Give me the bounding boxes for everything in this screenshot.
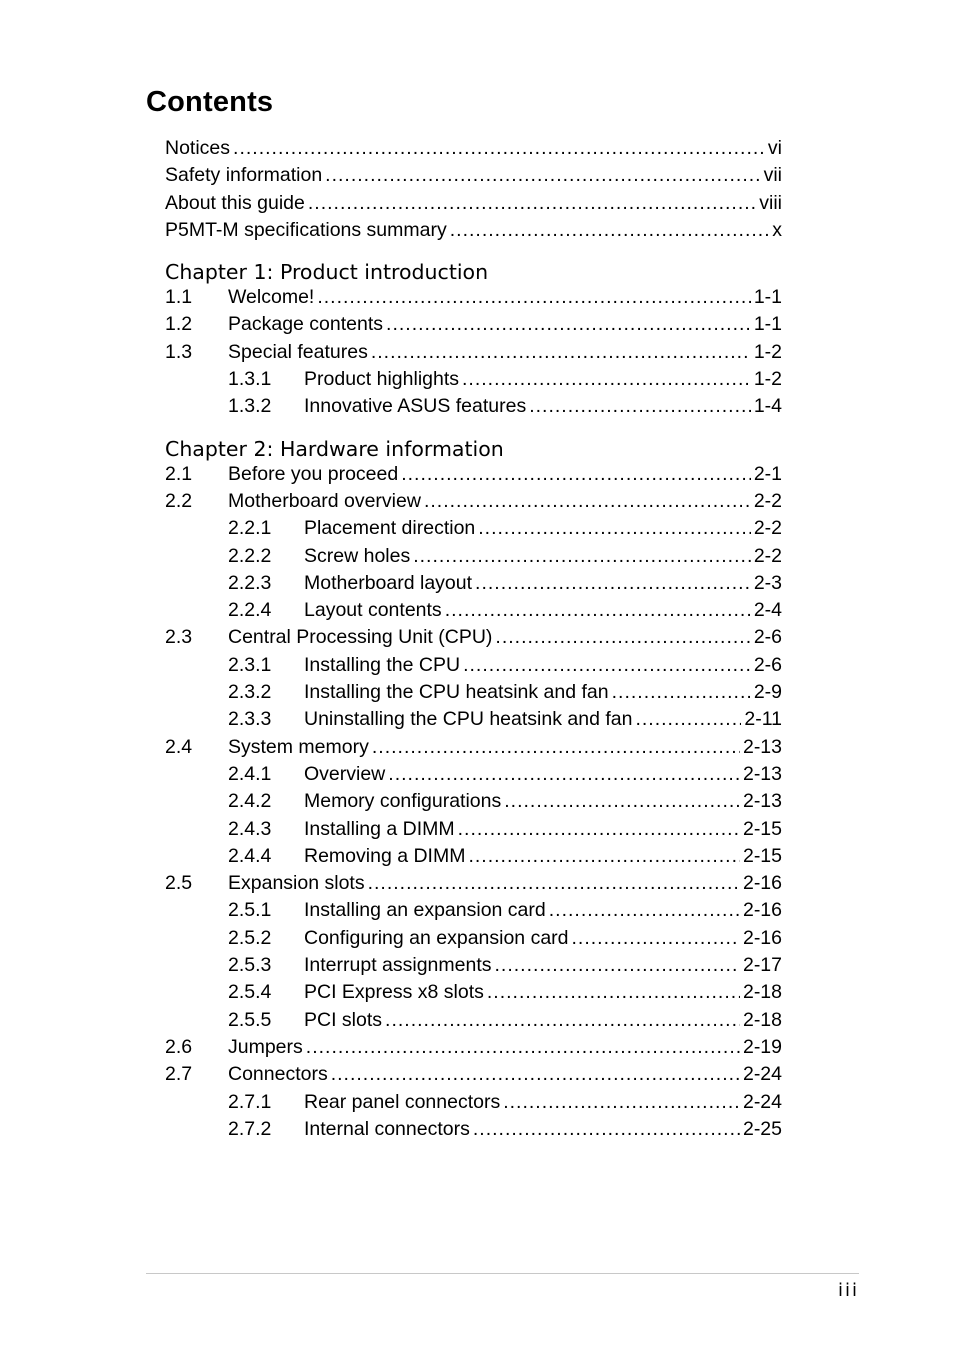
entry-page: 2-15 [742, 844, 782, 867]
entry-number: 1.2 [165, 313, 193, 336]
entry-number: 2.5.5 [228, 1008, 272, 1031]
dot-leader [504, 790, 740, 813]
entry-label: Notices [165, 137, 231, 159]
entry-page: 2-25 [742, 1117, 782, 1140]
entry-number: 2.4 [165, 735, 193, 758]
entry-label: Memory configurations [304, 790, 502, 813]
dot-leader [388, 763, 740, 786]
entry-page: 2-24 [742, 1063, 782, 1086]
toc-subsection[interactable] [165, 368, 782, 395]
entry-page: 2-15 [742, 817, 782, 840]
entry-number: 1.3.2 [228, 395, 272, 418]
entry-page: 2-24 [742, 1090, 782, 1113]
entry-label: Installing a DIMM [304, 817, 455, 840]
toc-subsection[interactable] [165, 818, 782, 845]
toc-section[interactable] [165, 313, 782, 340]
chapter-list [165, 254, 782, 1145]
entry-label: Innovative ASUS features [304, 395, 527, 418]
entry-label: Removing a DIMM [304, 844, 466, 867]
entry-number: 2.5.4 [228, 981, 272, 1004]
dot-leader [325, 164, 760, 187]
entry-label: Placement direction [304, 517, 476, 540]
chapter-heading[interactable]: Chapter 2: Hardware information [165, 436, 504, 461]
toc-subsection[interactable] [165, 763, 782, 790]
toc-section[interactable] [165, 341, 782, 368]
dot-leader [450, 219, 770, 242]
front-matter-list [165, 137, 782, 246]
dot-leader [475, 572, 751, 595]
entry-page: 2-2 [753, 517, 782, 540]
entry-label: Welcome! [228, 286, 315, 309]
entry-number: 2.2.1 [228, 517, 272, 540]
entry-page: 2-18 [742, 981, 782, 1004]
dot-leader [372, 736, 740, 759]
entry-number: 2.7.2 [228, 1117, 272, 1140]
dot-leader [331, 1063, 740, 1086]
entry-page: 2-16 [742, 899, 782, 922]
entry-number: 2.5.1 [228, 899, 272, 922]
dot-leader [308, 192, 756, 215]
entry-number: 2.5.2 [228, 926, 272, 949]
toc-subsection[interactable] [165, 1009, 782, 1036]
toc-subsection[interactable] [165, 927, 782, 954]
entry-label: Motherboard overview [228, 489, 421, 512]
entry-page: 2-16 [742, 872, 782, 895]
entry-page: 2-4 [753, 599, 782, 622]
dot-leader [424, 490, 751, 513]
entry-number: 2.7.1 [228, 1090, 272, 1113]
dot-leader [572, 927, 740, 950]
entry-page: 2-18 [742, 1008, 782, 1031]
entry-number: 2.4.1 [228, 762, 272, 785]
dot-leader [635, 708, 741, 731]
entry-number: 2.4.2 [228, 790, 272, 813]
entry-page: 2-11 [744, 708, 782, 731]
dot-leader [612, 681, 751, 704]
toc-entry[interactable] [165, 219, 782, 246]
entry-label: Internal connectors [304, 1117, 470, 1140]
entry-page: 2-19 [742, 1035, 782, 1058]
toc-subsection[interactable] [165, 572, 782, 599]
entry-label: Configuring an expansion card [304, 926, 569, 949]
entry-number: 1.3.1 [228, 368, 272, 391]
toc-subsection[interactable] [165, 790, 782, 817]
dot-leader [368, 872, 740, 895]
toc-subsection[interactable] [165, 545, 782, 572]
entry-number: 2.3.1 [228, 653, 272, 676]
entry-label: Installing an expansion card [304, 899, 546, 922]
entry-page: 2-2 [753, 489, 782, 512]
footer-divider [146, 1273, 859, 1274]
entry-page: 2-13 [742, 790, 782, 813]
toc-subsection[interactable] [165, 845, 782, 872]
toc-subsection[interactable] [165, 981, 782, 1008]
toc-subsection[interactable] [165, 395, 782, 422]
entry-page: 1-1 [753, 286, 782, 309]
entry-label: Layout contents [304, 599, 442, 622]
table-of-contents [165, 137, 782, 1145]
entry-page: 2-9 [753, 681, 782, 704]
entry-page: viii [759, 191, 782, 214]
entry-label: Screw holes [304, 544, 411, 567]
dot-leader [462, 368, 751, 391]
entry-page: vii [763, 164, 782, 187]
entry-page: 1-2 [753, 340, 782, 363]
dot-leader [371, 341, 751, 364]
entry-label: Uninstalling the CPU heatsink and fan [304, 708, 633, 731]
toc-subsection[interactable] [165, 899, 782, 926]
dot-leader [385, 1009, 740, 1032]
page-title: Contents [146, 86, 274, 118]
entry-label: About this guide [165, 191, 305, 214]
entry-number: 2.2.2 [228, 544, 272, 567]
entry-page: 2-6 [753, 653, 782, 676]
entry-number: 2.4.3 [228, 817, 272, 840]
toc-section[interactable] [165, 626, 782, 653]
entry-number: 2.2.4 [228, 599, 272, 622]
dot-leader [478, 517, 751, 540]
dot-leader [503, 1091, 740, 1114]
dot-leader [473, 1118, 740, 1141]
toc-subsection[interactable] [165, 708, 782, 735]
toc-subsection[interactable] [165, 1091, 782, 1118]
entry-page: 2-13 [742, 735, 782, 758]
entry-label: Central Processing Unit (CPU) [228, 626, 493, 649]
entry-label: PCI Express x8 slots [304, 981, 484, 1004]
dot-leader [463, 654, 751, 677]
toc-section[interactable] [165, 1063, 782, 1090]
dot-leader [386, 313, 751, 336]
entry-number: 2.6 [165, 1035, 193, 1058]
entry-label: Interrupt assignments [304, 954, 492, 977]
entry-label: Product highlights [304, 368, 460, 391]
dot-leader [468, 845, 740, 868]
entry-label: Expansion slots [228, 872, 365, 895]
entry-label: Package contents [228, 313, 384, 336]
entry-number: 2.5.3 [228, 954, 272, 977]
toc-subsection[interactable] [165, 954, 782, 981]
entry-label: Connectors [228, 1063, 328, 1086]
entry-number: 1.3 [165, 340, 193, 363]
entry-page: 1-2 [753, 368, 782, 391]
entry-number: 2.3.2 [228, 681, 272, 704]
dot-leader [401, 463, 751, 486]
entry-label: Installing the CPU [304, 653, 461, 676]
entry-number: 2.2.3 [228, 571, 272, 594]
dot-leader [317, 286, 750, 309]
entry-number: 1.1 [165, 286, 193, 309]
dot-leader [549, 899, 740, 922]
dot-leader [529, 395, 751, 418]
toc-section[interactable] [165, 490, 782, 517]
dot-leader [413, 545, 751, 568]
dot-leader [458, 818, 740, 841]
dot-leader [306, 1036, 740, 1059]
entry-number: 2.7 [165, 1063, 193, 1086]
dot-leader [445, 599, 751, 622]
chapter-heading[interactable]: Chapter 1: Product introduction [165, 260, 489, 285]
entry-label: PCI slots [304, 1008, 383, 1031]
entry-number: 2.2 [165, 489, 193, 512]
dot-leader [495, 626, 750, 649]
entry-label: Installing the CPU heatsink and fan [304, 681, 609, 704]
entry-label: Special features [228, 340, 368, 363]
toc-subsection[interactable] [165, 654, 782, 681]
toc-subsection[interactable] [165, 517, 782, 544]
entry-number: 2.4.4 [228, 844, 272, 867]
toc-section[interactable] [165, 286, 782, 313]
toc-entry[interactable] [165, 137, 782, 164]
entry-number: 2.1 [165, 462, 193, 485]
toc-entry[interactable] [165, 164, 782, 191]
entry-label: System memory [228, 735, 369, 758]
entry-page: 2-3 [753, 571, 782, 594]
entry-page: 2-17 [742, 954, 782, 977]
entry-page: 2-2 [753, 544, 782, 567]
entry-number: 2.5 [165, 872, 193, 895]
toc-section[interactable] [165, 463, 782, 490]
entry-page: 2-13 [742, 762, 782, 785]
toc-subsection[interactable] [165, 1118, 782, 1145]
entry-label: Rear panel connectors [304, 1090, 501, 1113]
entry-page: 1-1 [753, 313, 782, 336]
dot-leader [495, 954, 740, 977]
entry-label: Overview [304, 762, 386, 785]
dot-leader [233, 137, 765, 160]
toc-section[interactable] [165, 872, 782, 899]
entry-label: P5MT-M specifications summary [165, 218, 447, 241]
toc-section[interactable] [165, 1036, 782, 1063]
entry-label: Motherboard layout [304, 571, 473, 594]
toc-subsection[interactable] [165, 681, 782, 708]
entry-page: 1-4 [753, 395, 782, 418]
entry-page: x [772, 218, 782, 241]
footer-page-number: iii [837, 1280, 859, 1301]
entry-label: Safety information [165, 164, 323, 187]
entry-label: Before you proceed [228, 462, 399, 485]
entry-page: 2-1 [753, 462, 782, 485]
entry-page: 2-16 [742, 926, 782, 949]
toc-section[interactable] [165, 736, 782, 763]
toc-subsection[interactable] [165, 599, 782, 626]
entry-label: Jumpers [228, 1035, 303, 1058]
entry-page: 2-6 [753, 626, 782, 649]
dot-leader [487, 981, 740, 1004]
entry-number: 2.3.3 [228, 708, 272, 731]
entry-number: 2.3 [165, 626, 193, 649]
entry-page: vi [767, 137, 782, 159]
toc-entry[interactable] [165, 192, 782, 219]
